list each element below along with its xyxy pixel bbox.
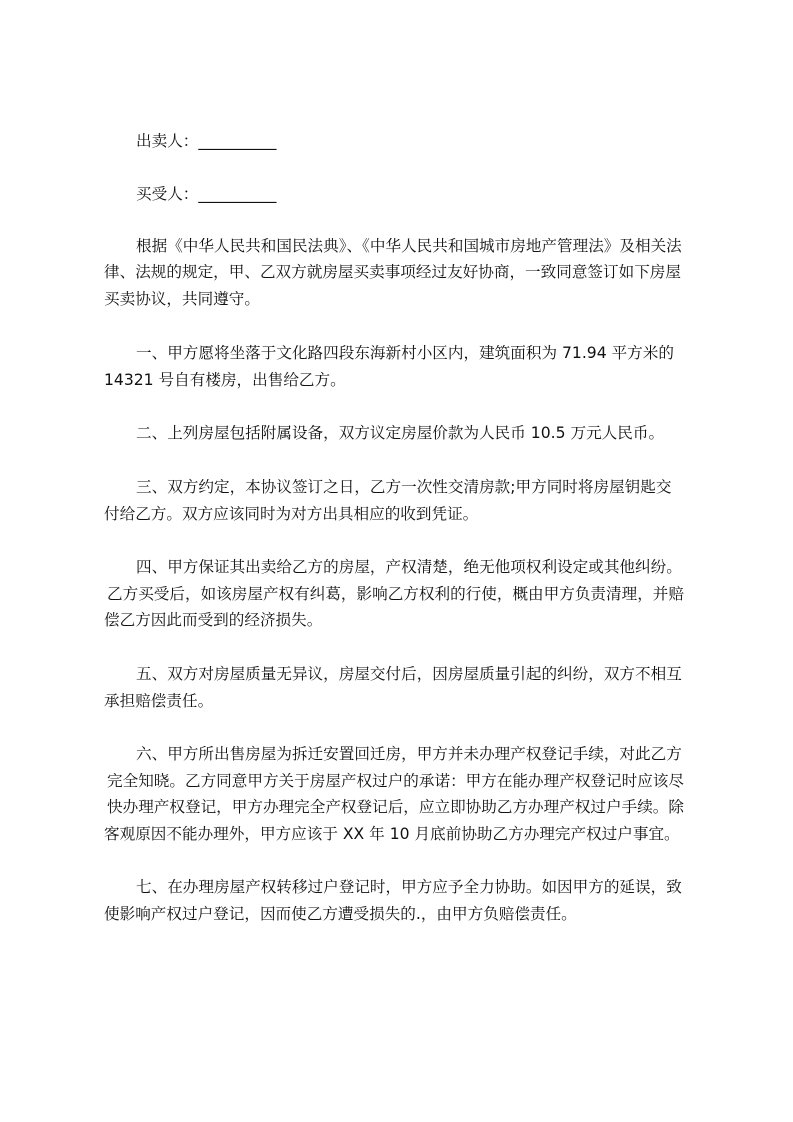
preamble-line: 律、法规的规定，甲、乙双方就房屋买卖事项经过友好协商，一致同意签订如下房屋 [104,263,681,281]
clause-7-line: 使影响产权过户登记，因而使乙方遭受损失的.，由甲方负赔偿责任。 [104,905,577,923]
clause-5-line: 承担赔偿责任。 [104,692,214,710]
clause-7-line: 七、在办理房屋产权转移过户登记时，甲方应予全力协助。如因甲方的延误，致 [136,878,682,896]
clause-1-line: 14321 号自有楼房，出售给乙方。 [104,371,346,389]
preamble-line: 根据《中华人民共和国民法典》、《中华人民共和国城市房地产管理法》及相关法 [136,237,682,255]
clause-2-line: 二、上列房屋包括附属设备，双方议定房屋价款为人民币 10.5 万元人民币。 [136,424,665,442]
preamble-line: 买卖协议，共同遵守。 [104,290,260,308]
clause-1-line: 一、甲方愿将坐落于文化路四段东海新村小区内，建筑面积为 71.94 平方米的 [136,344,674,362]
clause-4-line: 乙方买受后，如该房屋产权有纠葛，影响乙方权利的行使，概由甲方负责清理，并赔 [107,585,684,603]
clause-6-line: 六、甲方所出售房屋为拆迁安置回迁房，甲方并未办理产权登记手续，对此乙方 [136,745,682,763]
clause-6-line: 客观原因不能办理外，甲方应该于 XX 年 10 月底前协助乙方办理完产权过户事宜。 [104,825,680,843]
clause-5-line: 五、双方对房屋质量无异议，房屋交付后，因房屋质量引起的纠纷，双方不相互 [136,665,682,683]
seller-line [136,131,276,151]
seller-label: 出卖人： [136,132,199,150]
clause-3-line: 三、双方约定，本协议签订之日，乙方一次性交清房款;甲方同时将房屋钥匙交 [136,478,672,496]
clause-6-line: 快办理产权登记，甲方办理完全产权登记后，应立即协助乙方办理产权过户手续。除 [107,798,684,816]
buyer-blank: __________ [198,185,277,203]
clause-4-line: 四、甲方保证其出卖给乙方的房屋，产权清楚，绝无他项权利设定或其他纠纷。 [136,558,682,576]
clause-4-line: 偿乙方因此而受到的经济损失。 [104,611,323,629]
clause-3-line: 付给乙方。双方应该同时为对方出具相应的收到凭证。 [104,505,479,523]
buyer-label: 买受人： [136,185,199,203]
clause-6-line: 完全知晓。乙方同意甲方关于房屋产权过户的承诺：甲方在能办理产权登记时应该尽 [107,772,684,790]
buyer-line [136,184,276,204]
seller-blank: __________ [198,132,277,150]
